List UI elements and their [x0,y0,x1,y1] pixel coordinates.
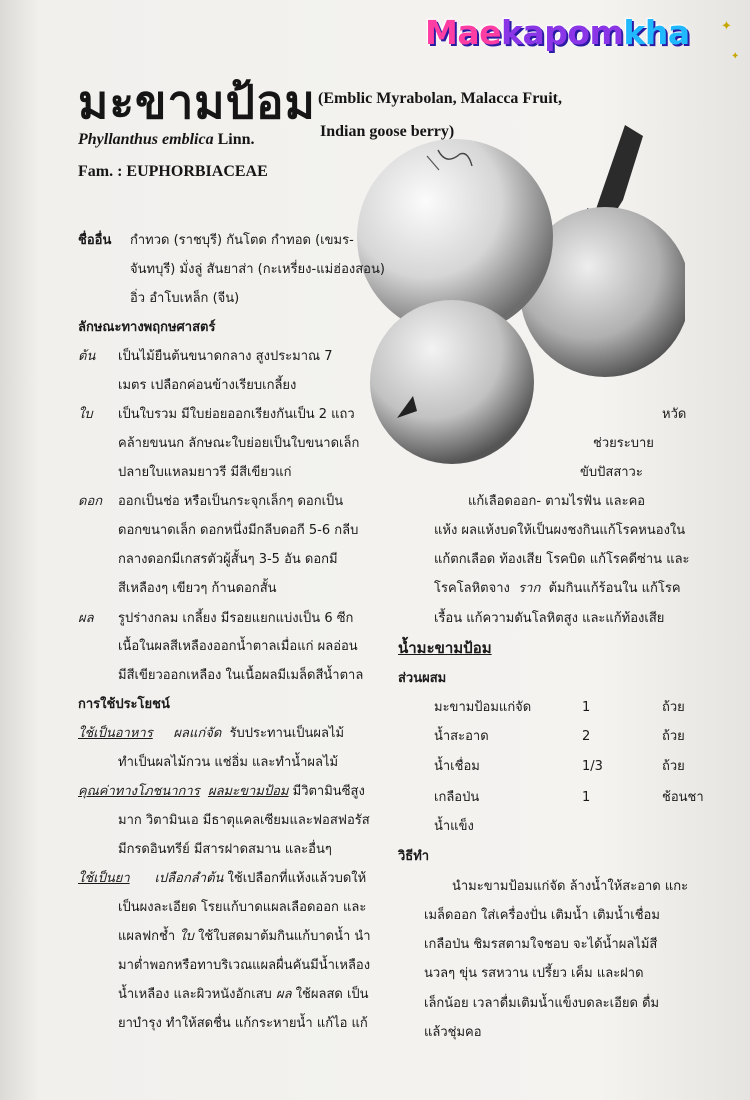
ingredient-name: น้ำสะอาด [434,729,489,744]
english-name-line-2: Indian goose berry) [320,123,455,140]
ingredient-name: เกลือป่น [434,790,480,805]
other-names-line: อิ่ว อำโบเหล็ก (จีน) [130,291,240,306]
medicine-label: ใช้เป็นยา [78,871,130,886]
stem-label: ต้น [78,349,96,364]
right-column-text: โรคโลหิตจาง [434,581,510,596]
right-column-line: หวัด [662,407,687,422]
medicine-part: ผล [275,987,292,1002]
ingredient-name: น้ำแข็ง [434,819,474,834]
scientific-name-genus-species: Phyllanthus emblica [78,131,214,148]
medicine-line [118,986,369,1003]
ingredient-name: น้ำเชื่อม [434,759,480,774]
right-column-line: เรื้อน แก้ความดันโลหิตสูง และแก้ท้องเสีย [434,611,665,626]
leaf-label: ใบ [78,407,93,422]
ingredient-unit: ช้อนชา [662,790,704,805]
family-name: Fam. : EUPHORBIACEAE [78,163,268,180]
method-line: เกลือป่น ชิมรสตามใจชอบ จะได้น้ำผลไม้สี [424,937,658,952]
scientific-name [78,131,255,149]
emblic-fruit-photo [355,120,685,465]
medicine-text: น้ำเหลือง และผิวหนังอักเสบ [118,987,272,1002]
medicine-text: ใช้เปลือกที่แห้งแล้วบดให้ [227,871,367,886]
medicine-part: ใบ [179,929,194,944]
food-use-label: ใช้เป็นอาหาร [78,726,153,741]
fruit-line: มีสีเขียวออกเหลือง ในเนื้อผลมีเมล็ดสีน้ำตาล [118,668,364,683]
logo-part-1: Mae [425,13,501,52]
flower-line: ดอกขนาดเล็ก ดอกหนึ่งมีกลีบดอกี 5-6 กลีบ [118,523,359,538]
medicine-text: ใช้ผลสด เป็น [295,987,369,1002]
medicine-text: แผลฟกช้ำ [118,929,176,944]
ingredient-qty: 2 [582,729,591,744]
medicine-line [78,870,366,887]
right-column-line [434,580,681,597]
maekapomkha-logo [425,10,743,62]
medicine-part: เปลือกลำต้น [154,871,224,886]
method-line: เมล็ดออก ใส่เครื่องปั่น เติมน้ำ เติมน้ำเชื่อม [424,908,660,923]
other-names-line: กำทวด (ราชบุรี) กันโตด กำทอด (เขมร- [130,233,354,248]
ingredient-qty: 1/3 [582,759,603,774]
right-column-line: ช่วยระบาย [593,436,654,451]
english-name-line-1: (Emblic Myrabolan, Malacca Fruit, [318,90,562,107]
botany-heading: ลักษณะทางพฤกษศาสตร์ [78,320,216,335]
flower-line: กลางดอกมีเกสรตัวผู้สั้นๆ 3-5 อัน ดอกมี [118,552,338,567]
nutrition-text: มีวิตามินซีสูง [292,784,365,799]
star-icon: ✦ [721,19,732,34]
ingredient-unit: ถ้วย [662,759,685,774]
nutrition-line: มาก วิตามินเอ มีธาตุแคลเซียมและฟอสฟอรัส [118,813,370,828]
fruit-label: ผล [78,611,94,626]
food-use-text: รับประทานเป็นผลไม้ [229,726,345,741]
root-label: ราก [518,581,541,596]
right-column-line: แห้ง ผลแห้งบดให้เป็นผงชงกินแก้โรคหนองใน [434,523,686,538]
logo-part-3: kha [623,13,690,52]
star-icon: ✦ [731,51,739,62]
right-column-line: ขับปัสสาวะ [580,465,643,480]
ingredient-qty: 1 [582,700,591,715]
fruit-line: รูปร่างกลม เกลี้ยง มีรอยแยกแบ่งเป็น 6 ซีก [118,611,354,626]
method-line: นำมะขามป้อมแก่จัด ล้างน้ำให้สะอาด แกะ [452,879,689,894]
ingredient-unit: ถ้วย [662,700,685,715]
other-names-label: ชื่ออื่น [78,233,112,248]
method-line: นวลๆ ขุ่น รสหวาน เปรี้ยว เค็ม และฝาด [424,966,644,981]
nutrition-label: คุณค่าทางโภชนาการ [78,784,200,799]
ingredient-name: มะขามป้อมแก่จัด [434,700,532,715]
flower-line: สีเหลืองๆ เขียวๆ ก้านดอกสั้น [118,581,277,596]
ingredients-heading: ส่วนผสม [398,671,447,686]
page-title: มะขามป้อม [78,75,316,129]
food-use-line [78,725,344,742]
scientific-name-author: Linn. [217,131,255,148]
logo-part-2: kapom [501,13,624,52]
right-column-line: แก้เลือดออก- ตามไรฟัน และคอ [468,494,646,509]
nutrition-line [78,783,365,800]
other-names-line: จันทบุรี) มั่งลู่ สันยาส่า (กะเหรี่ยง-แม่ฮ่องสอน) [130,262,385,277]
medicine-line [118,928,371,945]
uses-heading: การใช้ประโยชน์ [78,697,170,712]
leaf-line: คล้ายขนนก ลักษณะใบย่อยเป็นใบขนาดเล็ก [118,436,360,451]
medicine-line: มาต่ำพอกหรือทาบริเวณแผลผื่นคันมีน้ำเหลือง [118,958,371,973]
leaf-line: ปลายใบแหลมยาวรี มีสีเขียวแก่ [118,465,292,480]
nutrition-part: ผลมะขามป้อม [207,784,289,799]
recipe-title: น้ำมะขามป้อม [398,639,492,657]
right-column-text: ต้มกินแก้ร้อนใน แก้โรค [548,581,681,596]
method-line: แล้วชุ่มคอ [424,1025,482,1040]
medicine-text: ใช้ใบสดมาต้มกินแก้บาดน้ำ นำ [198,929,371,944]
right-column-line: แก้ตกเลือด ท้องเสีย โรคบิด แก้โรคดีซ่าน และ [434,552,690,567]
nutrition-line: มีกรดอินทรีย์ มีสารฝาดสมาน และอื่นๆ [118,842,332,857]
stem-line: เป็นไม้ยืนต้นขนาดกลาง สูงประมาณ 7 [118,349,333,364]
medicine-line: เป็นผงละเอียด โรยแก้บาดแผลเลือดออก และ [118,900,367,915]
leaf-line: เป็นใบรวม มีใบย่อยออกเรียงกันเป็น 2 แถว [118,407,355,422]
ingredient-qty: 1 [582,790,591,805]
flower-line: ออกเป็นช่อ หรือเป็นกระจุกเล็กๆ ดอกเป็น [118,494,344,509]
method-heading: วิธีทำ [398,849,430,864]
food-use-part: ผลแก่จัด [173,726,222,741]
flower-label: ดอก [78,494,103,509]
medicine-line: ยาบำรุง ทำให้สดชื่น แก้กระหายน้ำ แก้ไอ แก้ [118,1016,368,1031]
ingredient-unit: ถ้วย [662,729,685,744]
fruit-line: เนื้อในผลสีเหลืองออกน้ำตาลเมื่อแก่ ผลอ่อน [118,639,358,654]
food-use-line: ทำเป็นผลไม้กวน แช่อิ่ม และทำน้ำผลไม้ [118,755,339,770]
method-line: เล็กน้อย เวลาดื่มเติมน้ำแข็งบดละเอียด ดื่ม [424,996,660,1011]
stem-line: เมตร เปลือกค่อนข้างเรียบเกลี้ยง [118,378,297,393]
